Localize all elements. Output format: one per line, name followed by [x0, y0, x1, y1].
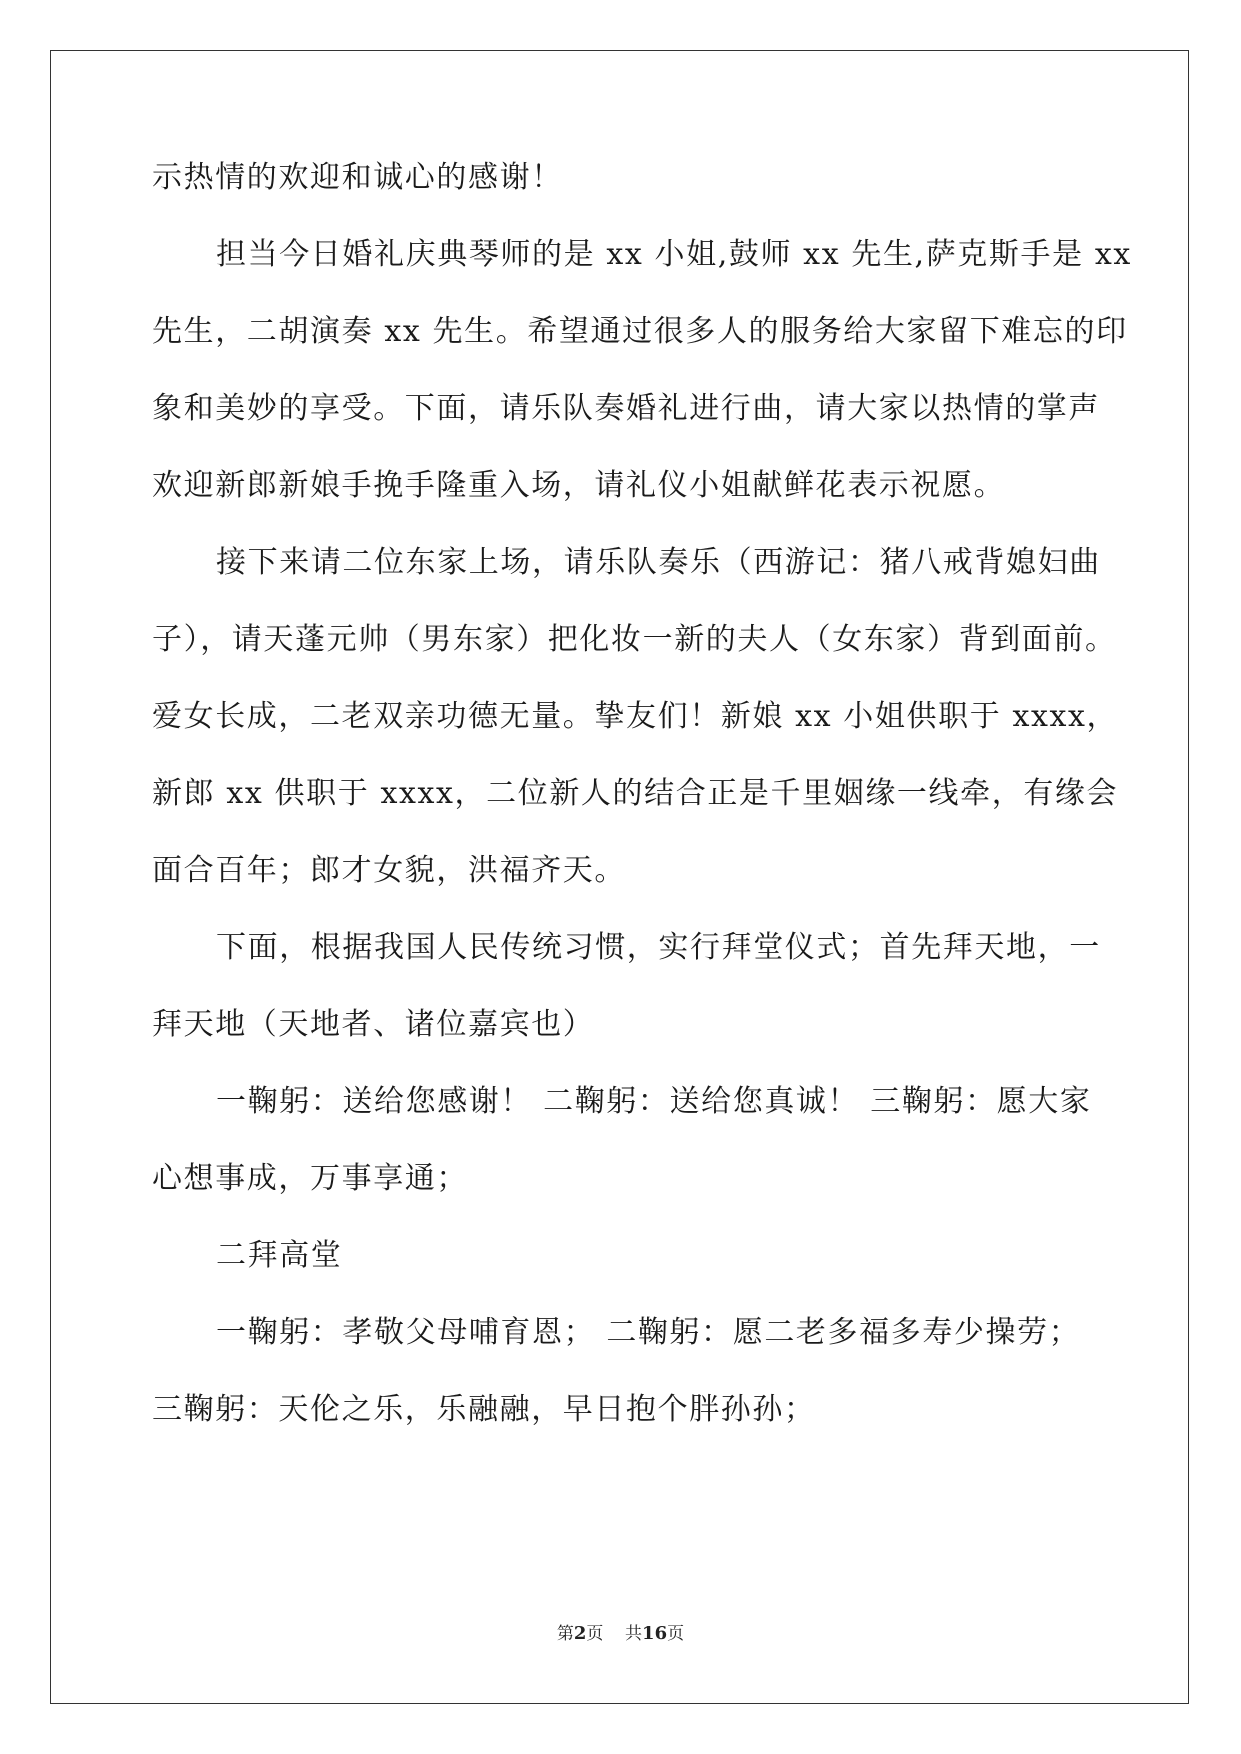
text-line: 示热情的欢迎和诚心的感谢！ [152, 160, 563, 195]
text-line: 一鞠躬：送给您感谢！ 二鞠躬：送给您真诚！ 三鞠躬：愿大家 [216, 1084, 1092, 1119]
page-number: 2 [573, 1623, 587, 1644]
footer-page-unit: 页 [586, 1624, 604, 1644]
text-line: 心想事成，万事享通； [152, 1161, 468, 1196]
text-line: 爱女长成，二老双亲功德无量。挚友们！新娘 xx 小姐供职于 xxxx， [152, 699, 1119, 734]
page-footer [0, 1622, 1241, 1646]
text-line: 象和美妙的享受。下面，请乐队奏婚礼进行曲，请大家以热情的掌声 [152, 391, 1100, 426]
footer-total-unit: 页 [667, 1624, 685, 1644]
text-line: 先生，二胡演奏 xx 先生。希望通过很多人的服务给大家留下难忘的印 [152, 314, 1128, 349]
text-line: 二拜高堂 [216, 1238, 343, 1273]
text-line: 三鞠躬：天伦之乐，乐融融，早日抱个胖孙孙； [152, 1392, 816, 1427]
text-line: 面合百年；郎才女貌，洪福齐天。 [152, 853, 626, 888]
text-line: 下面，根据我国人民传统习惯，实行拜堂仪式；首先拜天地，一 [216, 930, 1101, 965]
text-line: 接下来请二位东家上场，请乐队奏乐（西游记：猪八戒背媳妇曲 [216, 545, 1101, 580]
footer-prefix: 第 [556, 1624, 574, 1644]
text-line: 担当今日婚礼庆典琴师的是 xx 小姐,鼓师 xx 先生,萨克斯手是 xx [216, 237, 1132, 272]
text-line: 新郎 xx 供职于 xxxx，二位新人的结合正是千里姻缘一线牵，有缘会 [152, 776, 1119, 811]
text-line: 拜天地（天地者、诸位嘉宾也） [152, 1007, 595, 1042]
text-line: 欢迎新郎新娘手挽手隆重入场，请礼仪小姐献鲜花表示祝愿。 [152, 468, 1006, 503]
total-pages: 16 [642, 1623, 668, 1644]
text-line: 一鞠躬：孝敬父母哺育恩； 二鞠躬：愿二老多福多寿少操劳； [216, 1315, 1081, 1350]
text-line: 子），请天蓬元帅（男东家）把化妆一新的夫人（女东家）背到面前。 [152, 622, 1117, 657]
footer-total-prefix: 共 [625, 1624, 643, 1644]
